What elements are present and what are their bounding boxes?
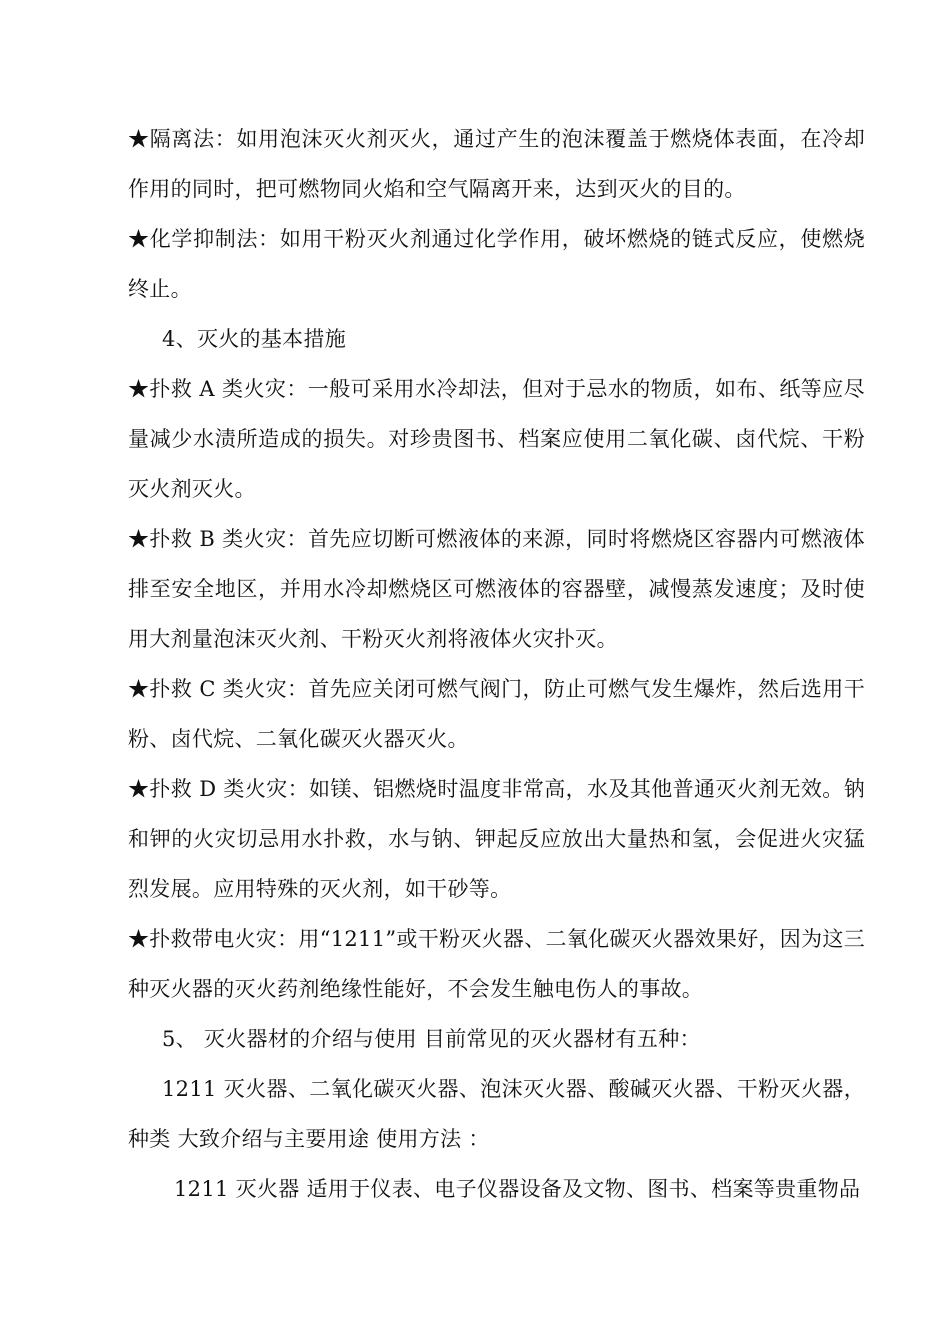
paragraph-chemical-inhibition: ★化学抑制法：如用干粉灭火剂通过化学作用，破坏燃烧的链式反应，使燃烧终止。 xyxy=(128,227,865,301)
paragraph-extinguisher-types: 1211 灭火器、二氧化碳灭火器、泡沫灭火器、酸碱灭火器、干粉灭火器，种类 大致介绍与主要用途 使用方法 ： xyxy=(128,1077,865,1151)
document-body xyxy=(128,114,865,1214)
section-heading-extinguisher-intro: 5、 灭火器材的介绍与使用 目前常见的灭火器材有五种： xyxy=(162,1027,701,1051)
paragraph-1211-extinguisher: 1211 灭火器 适用于仪表、电子仪器设备及文物、图书、档案等贵重物品 xyxy=(174,1177,861,1201)
paragraph-electrical-fire: ★扑救带电火灾：用“1211”或干粉灭火器、二氧化碳灭火器效果好，因为这三种灭火器的灭火药剂绝缘性能好，不会发生触电伤人的事故。 xyxy=(128,927,866,1001)
paragraph-class-c-fire: ★扑救 C 类火灾：首先应关闭可燃气阀门，防止可燃气发生爆炸，然后选用干粉、卤代烷、二氧化碳灭火器灭火。 xyxy=(128,677,865,751)
section-heading-basic-measures: 4、灭火的基本措施 xyxy=(162,327,347,351)
paragraph-class-b-fire: ★扑救 B 类火灾：首先应切断可燃液体的来源，同时将燃烧区容器内可燃液体排至安全地区，并用水冷却燃烧区可燃液体的容器壁，减慢蒸发速度；及时使用大剂量泡沫灭火剂、干粉灭火剂将液体火灾扑灭。 xyxy=(128,527,865,651)
paragraph-class-a-fire: ★扑救 A 类火灾：一般可采用水冷却法，但对于忌水的物质，如布、纸等应尽量减少水渍所造成的损失。对珍贵图书、档案应使用二氧化碳、卤代烷、干粉灭火剂灭火。 xyxy=(128,377,865,501)
paragraph-class-d-fire: ★扑救 D 类火灾：如镁、铝燃烧时温度非常高，水及其他普通灭火剂无效。钠和钾的火灾切忌用水扑救，水与钠、钾起反应放出大量热和氢，会促进火灾猛烈发展。应用特殊的灭火剂，如干砂等。 xyxy=(128,777,865,901)
paragraph-isolation-method: ★隔离法：如用泡沫灭火剂灭火，通过产生的泡沫覆盖于燃烧体表面，在冷却作用的同时，把可燃物同火焰和空气隔离开来，达到灭火的目的。 xyxy=(128,127,865,201)
